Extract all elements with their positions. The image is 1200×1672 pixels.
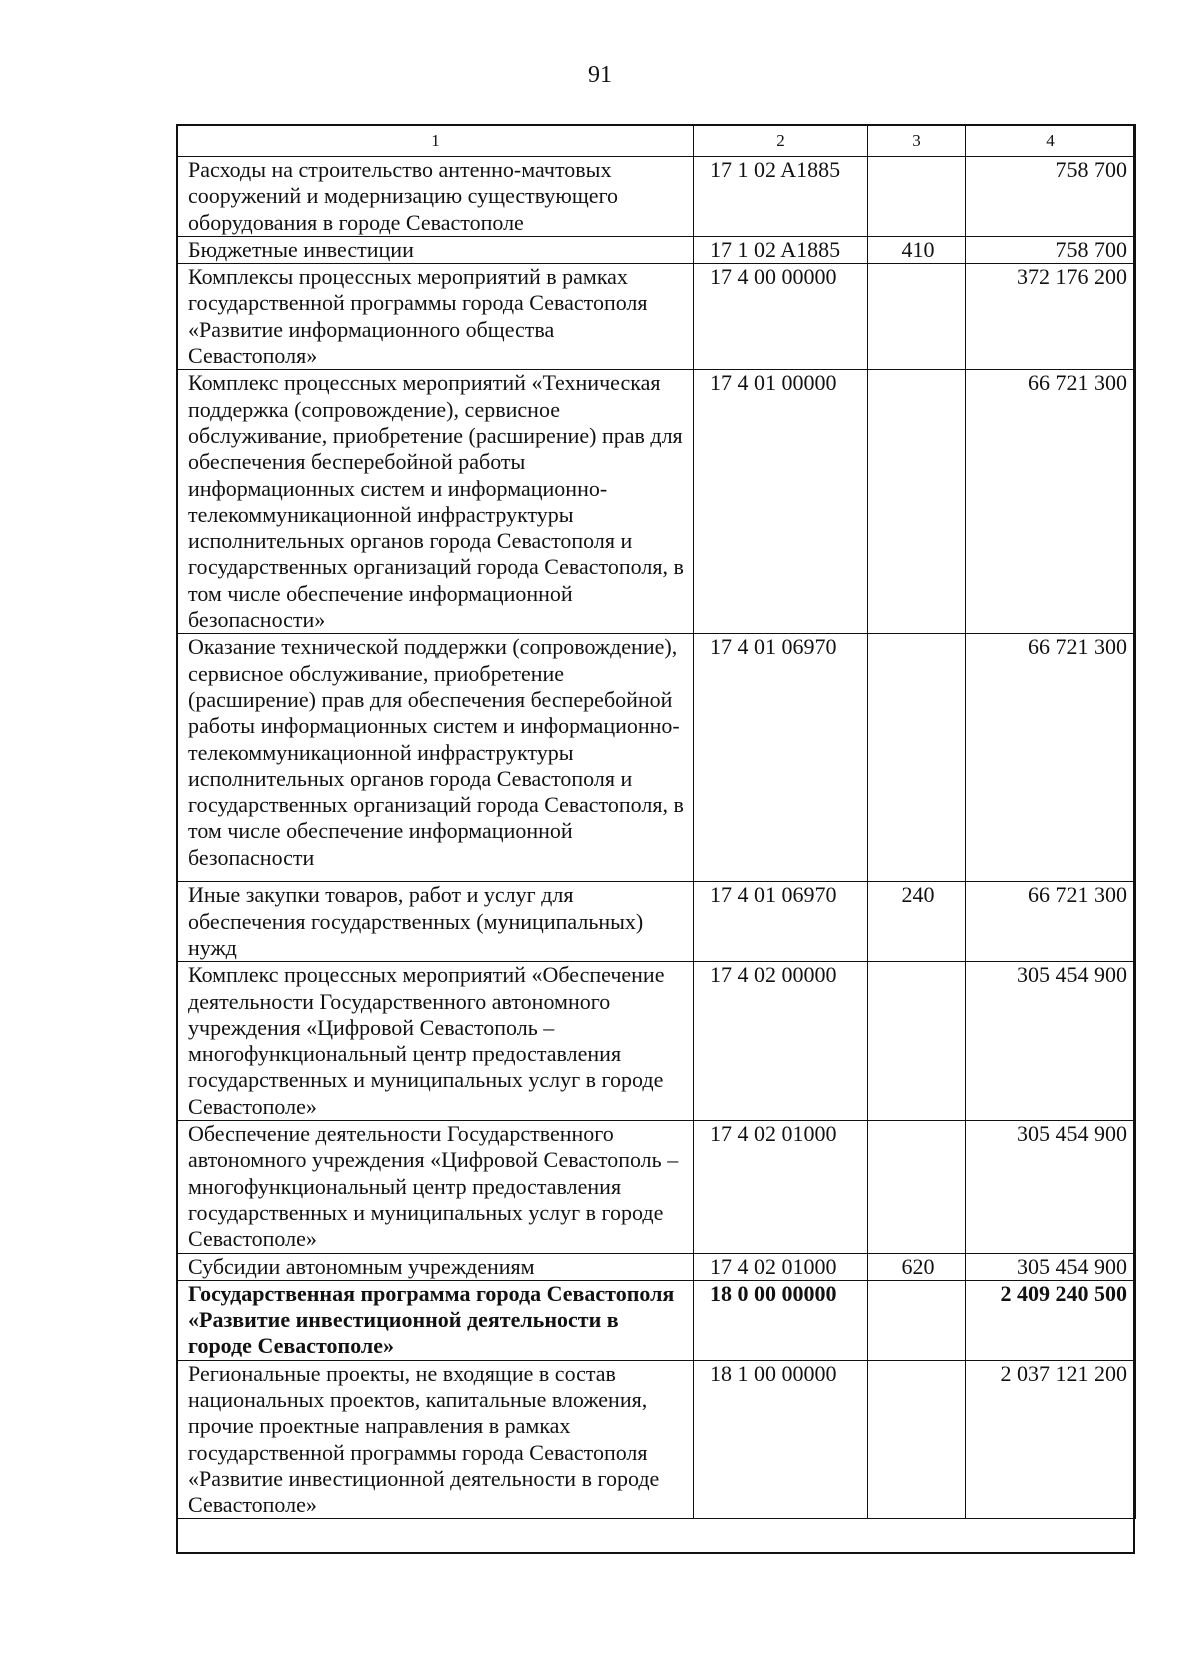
row-code-cell: 17 4 01 06970 — [694, 882, 868, 962]
row-name-cell: Комплекс процессных мероприятий «Обеспечение деятельности Государственного автономного учреждения «Цифровой Севастополь – многофункциональный центр предоставления государственных и муниципальных услуг в городе Севастополе» — [178, 962, 694, 1121]
row-amount-cell: 758 700 — [966, 236, 1136, 263]
table-row — [178, 1121, 1136, 1253]
table-row — [178, 157, 1136, 237]
row-name-cell: Иные закупки товаров, работ и услуг для обеспечения государственных (муниципальных) нужд — [178, 882, 694, 962]
row-code-cell: 17 4 02 01000 — [694, 1253, 868, 1280]
row-type-cell — [868, 157, 966, 237]
row-name-cell: Комплекс процессных мероприятий «Техническая поддержка (сопровождение), сервисное обслуживание, приобретение (расширение) прав для обеспечения бесперебойной работы информационных систем и информационно-телекоммуникационной инфраструктуры исполнительных органов города Севастополя и государственных организаций города Севастополя, в том числе обеспечение информационной безопасности» — [178, 370, 694, 634]
row-name-cell: Расходы на строительство антенно-мачтовых сооружений и модернизацию существующего оборудования в городе Севастополе — [178, 157, 694, 237]
table-row — [178, 1360, 1136, 1519]
row-type-cell: 620 — [868, 1253, 966, 1280]
row-name-cell: Государственная программа города Севастополя «Развитие инвестиционной деятельности в городе Севастополе» — [178, 1280, 694, 1360]
row-name-cell: Субсидии автономным учреждениям — [178, 1253, 694, 1280]
row-code-cell: 18 1 00 00000 — [694, 1360, 868, 1519]
header-col-1: 1 — [178, 125, 694, 157]
row-type-cell — [868, 370, 966, 634]
table-row — [178, 634, 1136, 882]
header-col-3: 3 — [868, 125, 966, 157]
row-amount-cell: 758 700 — [966, 157, 1136, 237]
table-row — [178, 1253, 1136, 1280]
table-row — [178, 370, 1136, 634]
table-row — [178, 236, 1136, 263]
row-name-cell: Региональные проекты, не входящие в состав национальных проектов, капитальные вложения, прочие проектные направления в рамках государственной программы города Севастополя «Развитие инвестиционной деятельности в городе Севастополе» — [178, 1360, 694, 1519]
header-row — [178, 125, 1136, 157]
row-type-cell — [868, 1280, 966, 1360]
table-row — [178, 882, 1136, 962]
row-code-cell: 17 1 02 A1885 — [694, 236, 868, 263]
table-body — [178, 157, 1136, 1519]
table-row — [178, 1280, 1136, 1360]
row-amount-cell: 305 454 900 — [966, 1253, 1136, 1280]
row-name-cell: Комплексы процессных мероприятий в рамках государственной программы города Севастополя «Развитие информационного общества Севастополя» — [178, 264, 694, 370]
header-col-2: 2 — [694, 125, 868, 157]
row-amount-cell: 66 721 300 — [966, 634, 1136, 882]
row-name-cell: Оказание технической поддержки (сопровождение), сервисное обслуживание, приобретение (расширение) прав для обеспечения бесперебойной работы информационных систем и информационно-телекоммуникационной инфраструктуры исполнительных органов города Севастополя и государственных организаций города Севастополя, в том числе обеспечение информационной безопасности — [178, 634, 694, 882]
row-type-cell — [868, 1360, 966, 1519]
budget-table — [177, 124, 1136, 1519]
table-row — [178, 962, 1136, 1121]
row-type-cell: 410 — [868, 236, 966, 263]
row-type-cell — [868, 962, 966, 1121]
row-name-cell: Бюджетные инвестиции — [178, 236, 694, 263]
row-amount-cell: 305 454 900 — [966, 962, 1136, 1121]
row-code-cell: 17 4 02 01000 — [694, 1121, 868, 1253]
row-type-cell — [868, 1121, 966, 1253]
row-code-cell: 17 4 00 00000 — [694, 264, 868, 370]
table-row — [178, 264, 1136, 370]
table-header — [178, 125, 1136, 157]
header-col-4: 4 — [966, 125, 1136, 157]
row-amount-cell: 66 721 300 — [966, 370, 1136, 634]
row-code-cell: 17 4 02 00000 — [694, 962, 868, 1121]
row-code-cell: 18 0 00 00000 — [694, 1280, 868, 1360]
row-amount-cell: 372 176 200 — [966, 264, 1136, 370]
row-code-cell: 17 1 02 A1885 — [694, 157, 868, 237]
row-name-cell: Обеспечение деятельности Государственного автономного учреждения «Цифровой Севастополь – многофункциональный центр предоставления государственных и муниципальных услуг в городе Севастополе» — [178, 1121, 694, 1253]
row-type-cell — [868, 634, 966, 882]
row-code-cell: 17 4 01 06970 — [694, 634, 868, 882]
row-amount-cell: 2 037 121 200 — [966, 1360, 1136, 1519]
row-amount-cell: 66 721 300 — [966, 882, 1136, 962]
page-number: 91 — [588, 62, 612, 88]
row-type-cell — [868, 264, 966, 370]
row-type-cell: 240 — [868, 882, 966, 962]
row-amount-cell: 2 409 240 500 — [966, 1280, 1136, 1360]
row-code-cell: 17 4 01 00000 — [694, 370, 868, 634]
row-amount-cell: 305 454 900 — [966, 1121, 1136, 1253]
